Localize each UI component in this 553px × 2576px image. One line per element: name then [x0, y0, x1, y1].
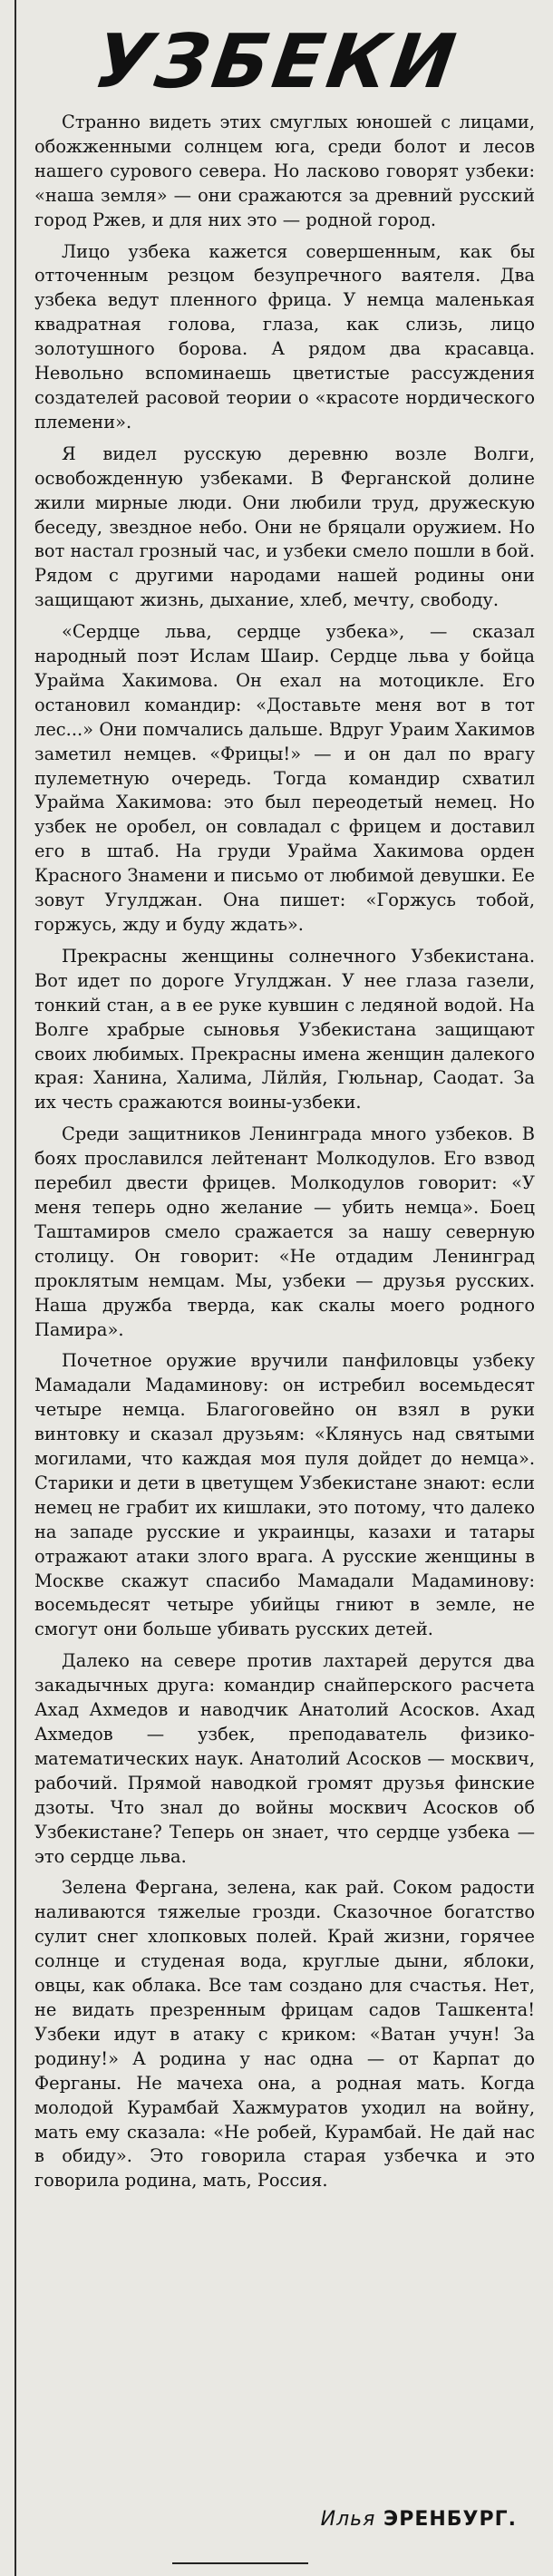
- paragraph-4: «Сердце льва, сердце узбека», — сказал народный поэт Ислам Шаир. Сердце льва у бойца Урайма Хакимова. Он ехал на мотоцикле. Его остановил командир: «Доставьте меня вот в тот лес...» Они помчались дальше. Вдруг Ураим Хакимов заметил немцев. «Фрицы!» — и он дал по врагу пулеметную очередь. Тогда командир схватил Урайма Хакимова: это был переодетый немец. Но узбек не оробел, он совладал с фрицем и доставил его в штаб. На груди Урайма Хакимова орден Красного Знамени и письмо от любимой девушки. Ее зовут Угулджан. Она пишет: «Горжусь тобой, горжусь, жду и буду ждать».: [34, 621, 535, 935]
- author-signature: [321, 2508, 517, 2531]
- end-rule: [172, 2562, 308, 2564]
- paragraph-8: Далеко на севере против лахтарей дерутся два закадычных друга: командир снайперского расчета Ахад Ахмедов и наводчик Анатолий Асосков. Ахад Ахмедов — узбек, преподаватель физико-математических наук. Анатолий Асосков — москвич, рабочий. Прямой наводкой громят друзья финские дзоты. Что знал до войны москвич Асосков об Узбекистане? Теперь он знает, что сердце узбека — это сердце льва.: [34, 1650, 535, 1867]
- paragraph-7: Почетное оружие вручили панфиловцы узбеку Мамадали Мадаминову: он истребил восемьдесят четыре немца. Благоговейно он взял в руки винтовку и сказал друзьям: «Клянусь над святыми могилами, что каждая моя пуля дойдет до немца». Старики и дети в цветущем Узбекистане знают: если немец не грабит их кишлаки, это потому, что далеко на западе русские и украинцы, казахи и татары отражают атаки злого врага. А русские женщины в Москве скажут спасибо Мамадали Мадаминову: восемьдесят четыре убийцы гниют в земле, не смогут они больше убивать русских детей.: [34, 1350, 535, 1640]
- paragraph-1: Странно видеть этих смуглых юношей с лицами, обожженными солнцем юга, среди болот и лесов нашего сурового севера. Но ласково говорят узбеки: «наша земля» — они сражаются за древний русский город Ржев, и для них это — родной город.: [34, 112, 535, 230]
- paragraph-3: Я видел русскую деревню возле Волги, освобожденную узбеками. В Ферганской долине жили мирные люди. Они любили труд, дружескую беседу, звездное небо. Они не бряцали оружием. Но вот настал грозный час, и узбеки смело пошли в бой. Рядом с другими народами нашей родины они защищают жизнь, дыхание, хлеб, мечту, свободу.: [34, 442, 535, 611]
- column-rule: [15, 0, 16, 2576]
- article-title: УЗБЕКИ: [89, 19, 464, 105]
- paragraph-2: Лицо узбека кажется совершенным, как бы отточенным резцом безупречного ваятеля. Два узбека ведут пленного фрица. У немца маленькая квадратная голова, глаза, как слизь, лицо золотушного борова. А рядом два красавца. Невольно вспоминаешь цветистые рассуждения создателей расовой теории о «красоте нордического племени».: [34, 240, 535, 433]
- paragraph-9: Зелена Фергана, зелена, как рай. Соком радости наливаются тяжелые грозди. Сказочное богатство сулит снег хлопковых полей. Край жизни, горячее солнце и студеная вода, круглые дыни, яблоки, овцы, как облака. Все там создано для счастья. Нет, не видать презренным фрицам садов Ташкента! Узбеки идут в атаку с криком: «Ватан учун! За родину!» А родина у нас одна — от Карпат до Ферганы. Не мачеха она, а родная мать. Когда молодой Курамбай Хажмуратов уходил на войну, мать ему сказала: «Не робей, Курамбай. Не дай нас в обиду». Это говорила старая узбечка и это говорила родина, мать, Россия.: [34, 1877, 535, 2192]
- author-last-name: ЭРЕНБУРГ.: [383, 2508, 517, 2531]
- article-body: [34, 111, 535, 2201]
- author-first-name: Илья: [320, 2508, 376, 2531]
- paragraph-6: Среди защитников Ленинграда много узбеков. В боях прославился лейтенант Молкодулов. Его взвод перебил двести фрицев. Молкодулов говорит: «У меня теперь одно желание — убить немца». Боец Таштамиров смело сражается за нашу северную столицу. Он говорит: «Не отдадим Ленинград проклятым немцам. Мы, узбеки — друзья русских. Наша дружба тверда, как скалы моего родного Памира».: [34, 1123, 535, 1340]
- paragraph-5: Прекрасны женщины солнечного Узбекистана. Вот идет по дороге Угулджан. У нее глаза газели, тонкий стан, а в ее руке кувшин с ледяной водой. На Волге храбрые сыновья Узбекистана защищают своих любимых. Прекрасны имена женщин далекого края: Ханина, Халима, Лйлйя, Гюльнар, Саодат. За их честь сражаются воины-узбеки.: [34, 945, 535, 1113]
